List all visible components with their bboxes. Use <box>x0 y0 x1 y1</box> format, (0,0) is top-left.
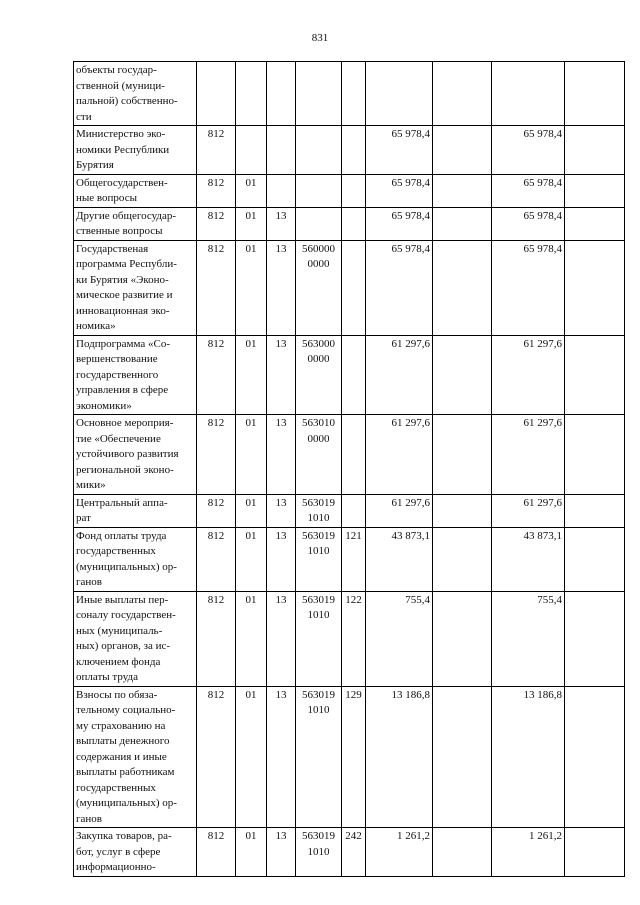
cell-name: Фонд оплаты труда государственных (муниципальных) ор- ганов <box>74 527 197 591</box>
cell-empty <box>433 207 492 240</box>
cell-ministry: 812 <box>197 591 236 686</box>
cell-amount: 65 978,4 <box>366 207 433 240</box>
cell-name: Основное мероприя- тие «Обеспечение устойчивого развития региональной эконо- мики» <box>74 415 197 495</box>
cell-empty <box>565 62 625 126</box>
cell-section: 01 <box>236 591 267 686</box>
cell-section: 01 <box>236 174 267 207</box>
cell-expense-type: 242 <box>342 828 366 877</box>
cell-amount: 65 978,4 <box>366 174 433 207</box>
cell-section: 01 <box>236 527 267 591</box>
cell-ministry: 812 <box>197 174 236 207</box>
cell-amount: 61 297,6 <box>366 415 433 495</box>
cell-target <box>296 126 342 175</box>
cell-empty <box>565 591 625 686</box>
cell-empty <box>565 686 625 828</box>
cell-subsection: 13 <box>267 686 296 828</box>
cell-amount-total: 61 297,6 <box>492 415 565 495</box>
cell-empty <box>433 591 492 686</box>
cell-target: 563019 1010 <box>296 828 342 877</box>
cell-name: Общегосударствен- ные вопросы <box>74 174 197 207</box>
cell-amount-total: 61 297,6 <box>492 335 565 415</box>
cell-empty <box>565 415 625 495</box>
cell-ministry: 812 <box>197 686 236 828</box>
cell-amount-total: 65 978,4 <box>492 207 565 240</box>
cell-empty <box>565 828 625 877</box>
table-row <box>74 828 625 877</box>
table-row <box>74 415 625 495</box>
cell-amount: 65 978,4 <box>366 240 433 335</box>
cell-target: 563010 0000 <box>296 415 342 495</box>
cell-subsection: 13 <box>267 335 296 415</box>
cell-expense-type <box>342 240 366 335</box>
cell-name: Закупка товаров, ра- бот, услуг в сфере информационно- <box>74 828 197 877</box>
cell-section: 01 <box>236 335 267 415</box>
cell-amount: 1 261,2 <box>366 828 433 877</box>
cell-expense-type <box>342 415 366 495</box>
table-row <box>74 62 625 126</box>
budget-table <box>73 61 625 877</box>
cell-target <box>296 174 342 207</box>
cell-target <box>296 62 342 126</box>
cell-ministry <box>197 62 236 126</box>
cell-amount: 65 978,4 <box>366 126 433 175</box>
cell-amount-total: 755,4 <box>492 591 565 686</box>
cell-ministry: 812 <box>197 335 236 415</box>
cell-empty <box>433 240 492 335</box>
cell-empty <box>433 335 492 415</box>
cell-target: 563019 1010 <box>296 494 342 527</box>
cell-section <box>236 126 267 175</box>
cell-name: Иные выплаты пер- соналу государствен- ных (муниципаль- ных) органов, за ис- ключением фонда оплаты труда <box>74 591 197 686</box>
cell-name: Взносы по обяза- тельному социально- му страхованию на выплаты денежного содержания и иные выплаты работникам государственных (муниципальных) ор- ганов <box>74 686 197 828</box>
cell-amount-total: 13 186,8 <box>492 686 565 828</box>
cell-empty <box>565 527 625 591</box>
cell-expense-type: 121 <box>342 527 366 591</box>
cell-expense-type <box>342 494 366 527</box>
cell-empty <box>433 527 492 591</box>
cell-section: 01 <box>236 240 267 335</box>
cell-amount: 43 873,1 <box>366 527 433 591</box>
cell-empty <box>433 415 492 495</box>
cell-target: 563019 1010 <box>296 527 342 591</box>
cell-subsection <box>267 126 296 175</box>
cell-empty <box>565 494 625 527</box>
cell-name: Центральный аппа- рат <box>74 494 197 527</box>
cell-amount: 755,4 <box>366 591 433 686</box>
cell-amount-total: 65 978,4 <box>492 174 565 207</box>
cell-ministry: 812 <box>197 828 236 877</box>
table-row <box>74 686 625 828</box>
table-row <box>74 335 625 415</box>
page-number: 831 <box>311 32 329 44</box>
cell-subsection: 13 <box>267 494 296 527</box>
cell-amount: 13 186,8 <box>366 686 433 828</box>
cell-section: 01 <box>236 415 267 495</box>
table-row <box>74 240 625 335</box>
cell-name: Государственая программа Республи- ки Бурятия «Эконо- мическое развитие и инновационная эко- номика» <box>74 240 197 335</box>
cell-name: Министерство эко- номики Республики Бурятия <box>74 126 197 175</box>
cell-section: 01 <box>236 494 267 527</box>
cell-target: 560000 0000 <box>296 240 342 335</box>
cell-amount <box>366 62 433 126</box>
cell-amount-total: 61 297,6 <box>492 494 565 527</box>
cell-target: 563000 0000 <box>296 335 342 415</box>
cell-ministry: 812 <box>197 126 236 175</box>
cell-subsection <box>267 62 296 126</box>
cell-subsection: 13 <box>267 828 296 877</box>
table-row <box>74 174 625 207</box>
cell-amount: 61 297,6 <box>366 494 433 527</box>
cell-target: 563019 1010 <box>296 591 342 686</box>
cell-amount: 61 297,6 <box>366 335 433 415</box>
table-row <box>74 126 625 175</box>
cell-amount-total: 1 261,2 <box>492 828 565 877</box>
cell-subsection: 13 <box>267 591 296 686</box>
cell-empty <box>433 126 492 175</box>
cell-empty <box>433 494 492 527</box>
cell-empty <box>565 174 625 207</box>
table-row <box>74 494 625 527</box>
cell-amount-total: 65 978,4 <box>492 126 565 175</box>
cell-expense-type: 122 <box>342 591 366 686</box>
cell-section <box>236 62 267 126</box>
cell-subsection: 13 <box>267 207 296 240</box>
cell-ministry: 812 <box>197 240 236 335</box>
cell-ministry: 812 <box>197 207 236 240</box>
cell-expense-type <box>342 335 366 415</box>
cell-empty <box>565 240 625 335</box>
cell-name: объекты государ- ственной (муници- пальной) собственно- сти <box>74 62 197 126</box>
cell-expense-type <box>342 174 366 207</box>
cell-ministry: 812 <box>197 494 236 527</box>
cell-section: 01 <box>236 828 267 877</box>
cell-section: 01 <box>236 686 267 828</box>
cell-subsection: 13 <box>267 240 296 335</box>
table-row <box>74 207 625 240</box>
cell-section: 01 <box>236 207 267 240</box>
cell-empty <box>433 828 492 877</box>
cell-expense-type <box>342 207 366 240</box>
table-row <box>74 591 625 686</box>
cell-target: 563019 1010 <box>296 686 342 828</box>
cell-expense-type: 129 <box>342 686 366 828</box>
cell-expense-type <box>342 62 366 126</box>
cell-expense-type <box>342 126 366 175</box>
cell-empty <box>433 174 492 207</box>
cell-subsection <box>267 174 296 207</box>
cell-empty <box>565 126 625 175</box>
cell-empty <box>433 62 492 126</box>
cell-ministry: 812 <box>197 527 236 591</box>
cell-empty <box>565 335 625 415</box>
cell-empty <box>565 207 625 240</box>
cell-subsection: 13 <box>267 415 296 495</box>
cell-empty <box>433 686 492 828</box>
table-row <box>74 527 625 591</box>
cell-amount-total: 65 978,4 <box>492 240 565 335</box>
cell-target <box>296 207 342 240</box>
cell-name: Другие общегосудар- ственные вопросы <box>74 207 197 240</box>
cell-amount-total: 43 873,1 <box>492 527 565 591</box>
cell-subsection: 13 <box>267 527 296 591</box>
cell-ministry: 812 <box>197 415 236 495</box>
cell-amount-total <box>492 62 565 126</box>
cell-name: Подпрограмма «Со- вершенствование государственного управления в сфере экономики» <box>74 335 197 415</box>
